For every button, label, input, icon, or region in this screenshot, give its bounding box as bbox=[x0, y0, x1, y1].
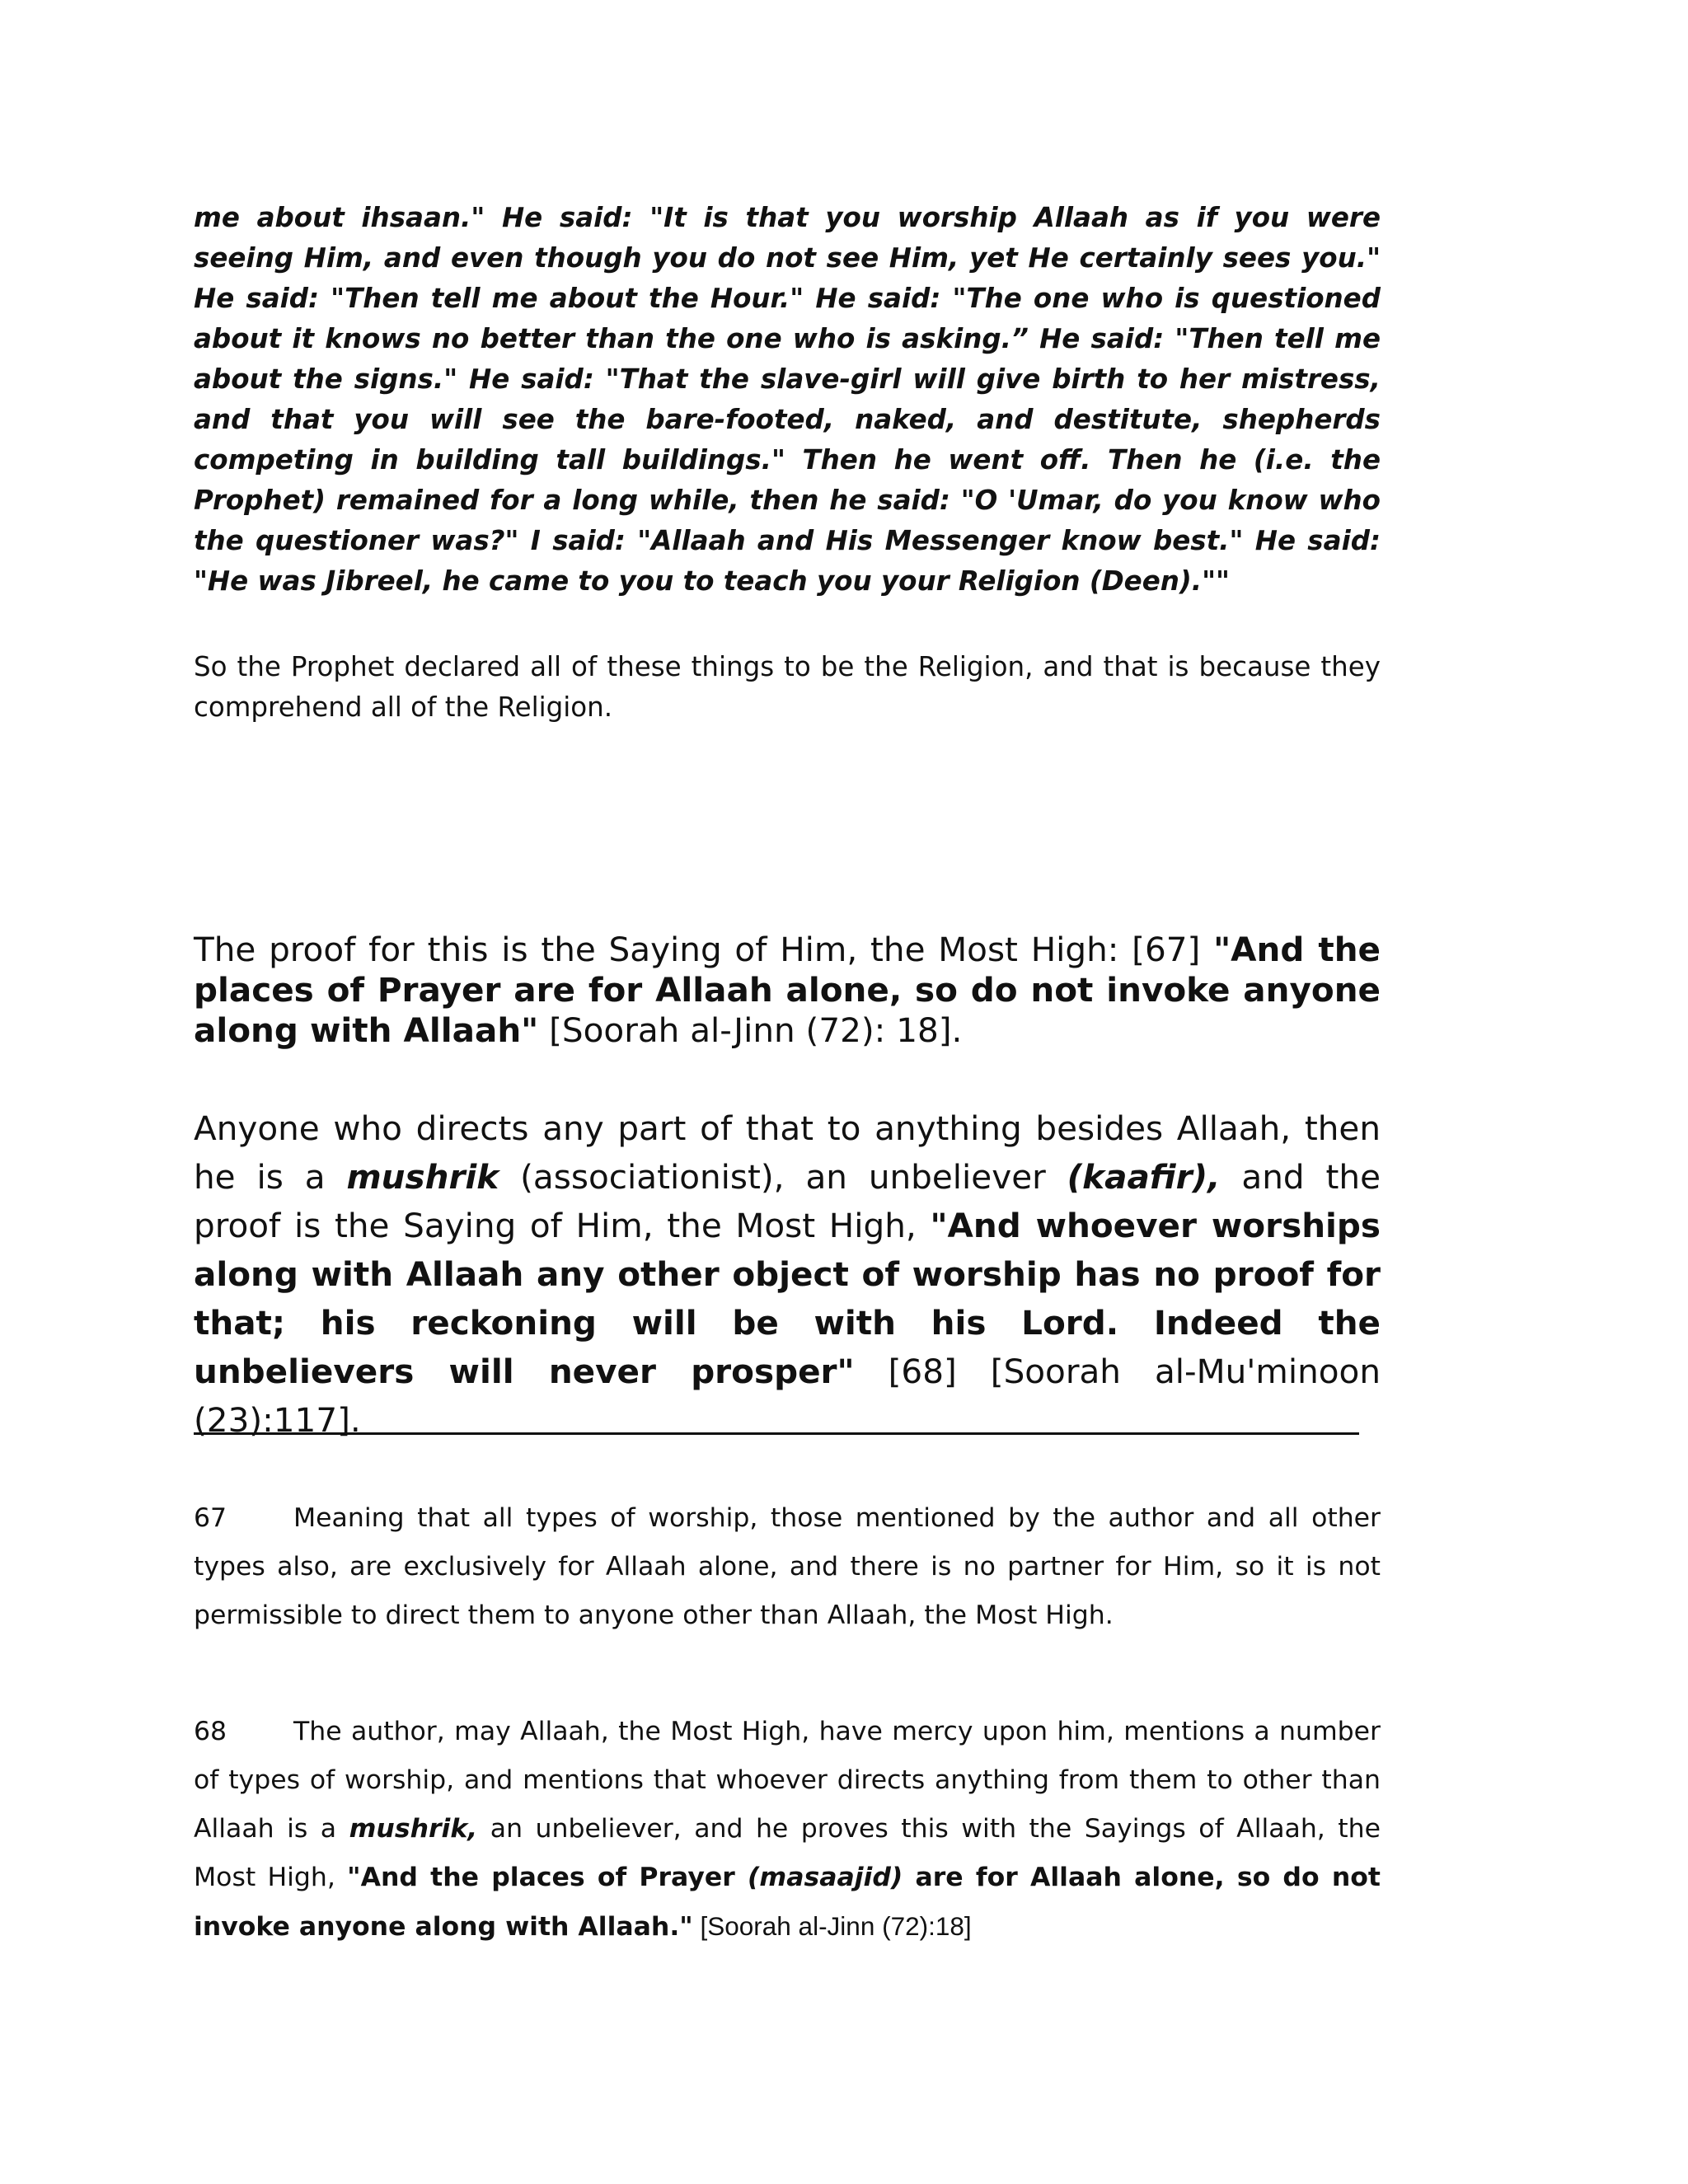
footnote-separator bbox=[194, 1432, 1359, 1435]
footnote-68 bbox=[194, 1708, 1381, 1952]
footnote-67-text: Meaning that all types of worship, those mentioned by the author and all other types also, are exclusively for Allaah alone, and there is no partner for Him, so it is not permissible to direct them to anyone other than Allaah, the Most High. bbox=[194, 1503, 1381, 1630]
footnote-67 bbox=[194, 1494, 1381, 1640]
term-mushrik: mushrik bbox=[346, 1157, 499, 1197]
proof-reference: [Soorah al-Jinn (72): 18]. bbox=[538, 1010, 963, 1050]
hadith-paragraph bbox=[194, 198, 1381, 602]
term-kaafir: (kaafir), bbox=[1067, 1157, 1221, 1197]
proof-paragraph bbox=[194, 930, 1381, 1051]
shirk-text-2: (associationist), an unbeliever bbox=[499, 1157, 1067, 1197]
declaration-paragraph bbox=[194, 647, 1381, 728]
shirk-paragraph bbox=[194, 1104, 1381, 1445]
hadith-text: me about ihsaan." He said: "It is that you worship Allaah as if you were seeing Him, and even though you do not see Him, yet He certainly sees you." He said: "Then tell me about the Hour." He said: "The one who is questioned about it knows no better than the one who is asking.” He said: "Then tell me about the signs." He said: "That the slave-girl will give birth to her mistress, and that you will see the bare-footed, naked, and destitute, shepherds competing in building tall buildings." Then he went off. Then he (i.e. the Prophet) remained for a long while, then he said: "O 'Umar, do you know who the questioner was?" I said: "Allaah and His Messenger know best." He said: "He was Jibreel, he came to you to teach you your Religion (Deen)."" bbox=[194, 202, 1381, 597]
footnote-68-term-masaajid: (masaajid) bbox=[748, 1863, 903, 1892]
footnote-67-number: 67 bbox=[194, 1503, 227, 1533]
footnote-68-term-mushrik: mushrik, bbox=[349, 1814, 478, 1844]
footnote-68-number: 68 bbox=[194, 1717, 227, 1746]
footnote-68-text-1: The author, may Allaah, the Most High, have mercy upon him, mentions a number of types of worship, and mentions that whoever directs anything from them to other than Allaah is a bbox=[194, 1717, 1381, 1844]
proof-intro: The proof for this is the Saying of Him, the Most High: [67] bbox=[194, 930, 1214, 969]
shirk-text-1: Anyone who directs any part of that to anything besides Allaah, then he is a bbox=[194, 1108, 1381, 1197]
shirk-text-3: and the proof is the Saying of Him, the Most High, bbox=[194, 1157, 1381, 1245]
footnote-68-verse-1: "And the places of Prayer bbox=[347, 1863, 748, 1892]
footnote-68-text-2: an unbeliever, and he proves this with the Sayings of Allaah, the Most High, bbox=[194, 1814, 1381, 1892]
shirk-verse: "And whoever worships along with Allaah any other object of worship has no proof for that; his reckoning will be with his Lord. Indeed the unbelievers will never prosper" bbox=[194, 1206, 1381, 1391]
proof-verse: "And the places of Prayer are for Allaah alone, so do not invoke anyone along with Allaah" bbox=[194, 930, 1381, 1050]
shirk-reference: [68] [Soorah al-Mu'minoon (23):117]. bbox=[194, 1352, 1381, 1440]
footnote-68-reference: [Soorah al-Jinn (72):18] bbox=[692, 1911, 972, 1941]
footnote-68-verse-2: are for Allaah alone, so do not invoke anyone along with Allaah." bbox=[194, 1863, 1381, 1942]
declaration-text: So the Prophet declared all of these things to be the Religion, and that is because they comprehend all of the Religion. bbox=[194, 651, 1381, 723]
